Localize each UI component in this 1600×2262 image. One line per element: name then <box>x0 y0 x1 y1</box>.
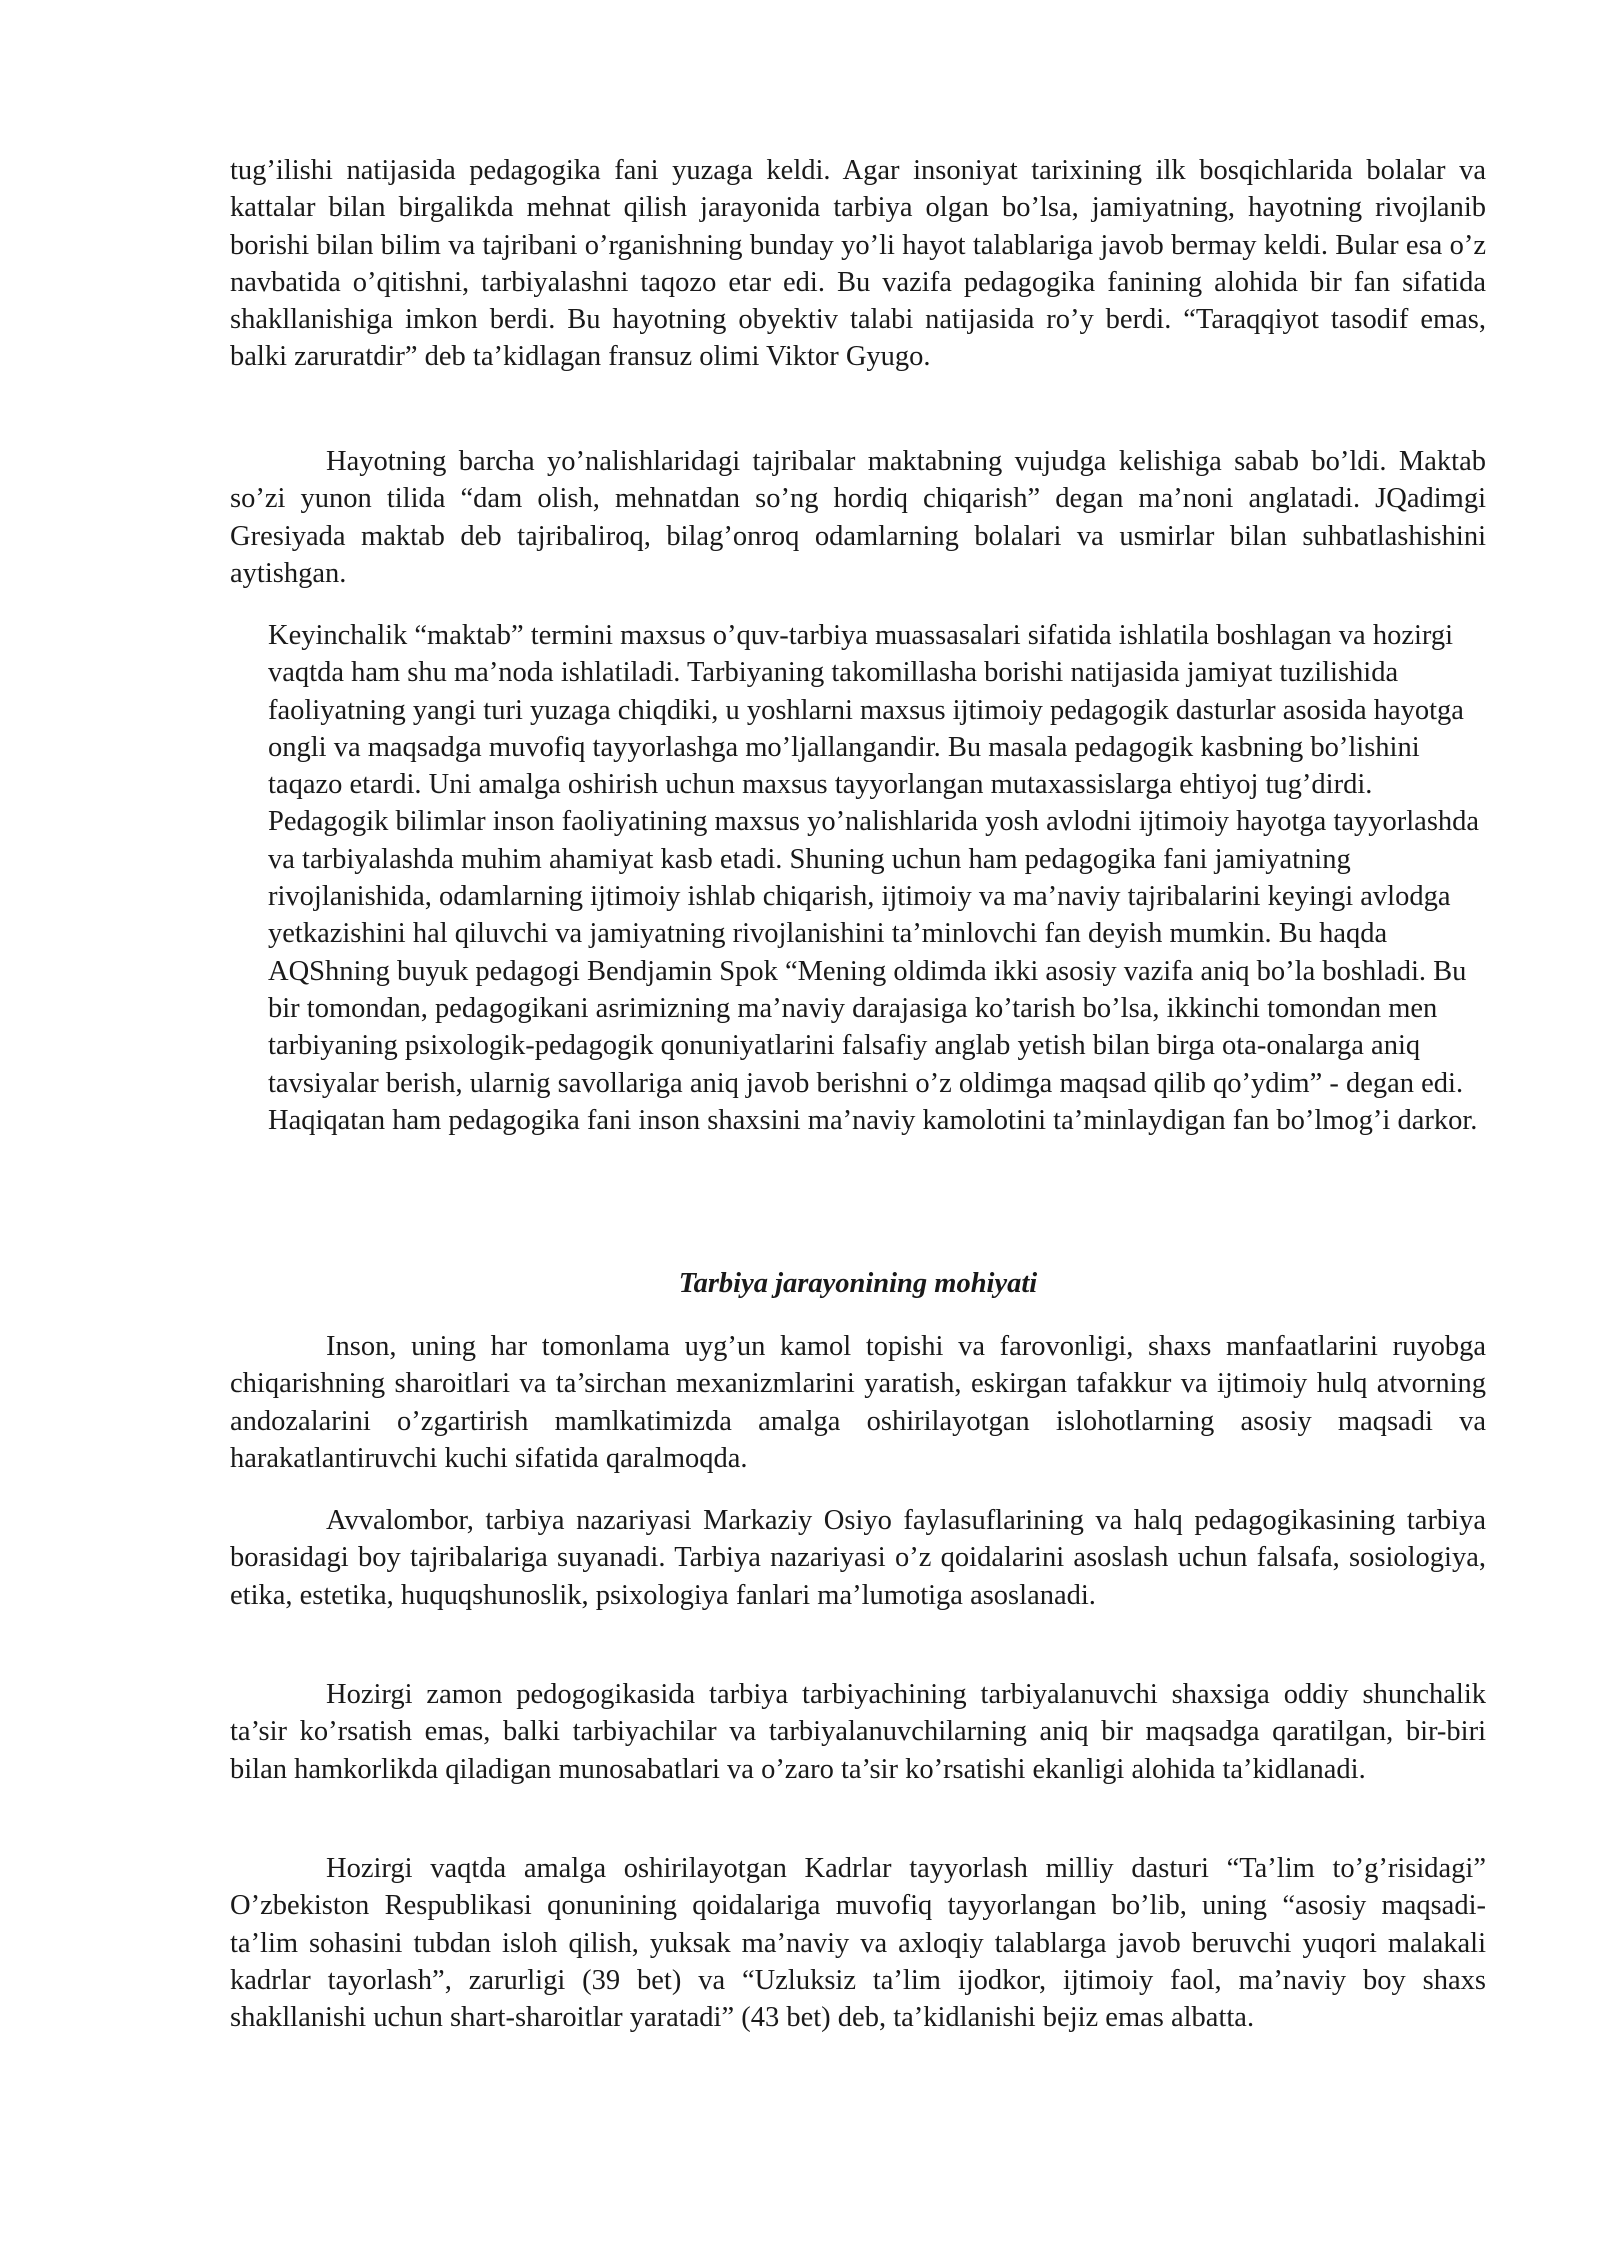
paragraph-pedagogika-origin: tug’ilishi natijasida pedagogika fani yuzaga keldi. Agar insoniyat tarixining ilk bosqichlarida bolalar va kattalar bilan birgalikda mehnat qilish jarayonida tarbiya olgan bo’lsa, jamiyatning, hayotning rivojlanib borishi bilan bilim va tajribani o’rganishning bunday yo’li hayot talablariga javob bermay keldi. Bular esa o’z navbatida o’qitishni, tarbiyalashni taqozo etar edi. Bu vazifa pedagogika fanining alohida bir fan sifatida shakllanishiga imkon berdi. Bu hayotning obyektiv talabi natijasida ro’y berdi. “Taraqqiyot tasodif emas, balki zaruratdir” deb ta’kidlagan fransuz olimi Viktor Gyugo. <box>230 155 1486 373</box>
paragraph-maktab-term: Keyinchalik “maktab” termini maxsus o’quv-tarbiya muassasalari sifatida ishlatila boshlagan va hozirgi vaqtda ham shu ma’noda ishlatiladi. Tarbiyaning takomillasha borishi natijasida jamiyat tuzilishida faoliyatning yangi turi yuzaga chiqdiki, u yoshlarni maxsus ijtimoiy pedagogik dasturlar asosida hayotga ongli va maqsadga muvofiq tayyorlashga mo’ljallangandir. Bu masala pedagogik kasbning bo’lishini taqazo etardi. Uni amalga oshirish uchun maxsus tayyorlangan mutaxassislarga ehtiyoj tug’dirdi. Pedagogik bilimlar inson faoliyatining maxsus yo’nalishlarida yosh avlodni ijtimoiy hayotga tayyorlashda va tarbiyalashda muhim ahamiyat kasb etadi. Shuning uchun ham pedagogika fani jamiyatning rivojlanishida, odamlarning ijtimoiy ishlab chiqarish, ijtimoiy va ma’naviy tajribalarini keyingi avlodga yetkazishini hal qiluvchi va jamiyatning rivojlanishini ta’minlovchi fan deyish mumkin. Bu haqda AQShning buyuk pedagogi Bendjamin Spok “Mening oldimda ikki asosiy vazifa aniq bo’la boshladi. Bu bir tomondan, pedagogikani asrimizning ma’naviy darajasiga ko’tarish bo’lsa, ikkinchi tomondan men tarbiyaning psixologik-pedagogik qonuniyatlarini falsafiy anglab yetish bilan birga ota-onalarga aniq tavsiyalar berish, ularnig savollariga aniq javob berishni o’z oldimga maqsad qilib qo’ydim” - degan edi. Haqiqatan ham pedagogika fani inson shaxsini ma’naviy kamolotini ta’minlaydigan fan bo’lmog’i darkor. <box>268 620 1480 1136</box>
paragraph-tarbiya-nazariyasi: Avvalombor, tarbiya nazariyasi Markaziy Osiyo faylasuflarining va halq pedagogikasining tarbiya borasidagi boy tajribalariga suyanadi. Tarbiya nazariyasi o’z qoidalarini asoslash uchun falsafa, sosiologiya, etika, estetika, huquqshunoslik, psixologiya fanlari ma’lumotiga asoslanadi. <box>230 1505 1486 1611</box>
section-heading: Tarbiya jarayonining mohiyati <box>678 1268 1038 1299</box>
paragraph-hozirgi-zamon: Hozirgi zamon pedogogikasida tarbiya tarbiyachining tarbiyalanuvchi shaxsiga oddiy shunchalik ta’sir ko’rsatish emas, balki tarbiyachilar va tarbiyalanuvchilarning aniq bir maqsadga qaratilgan, bir-biri bilan hamkorlikda qiladigan munosabatlari va o’zaro ta’sir ko’rsatishi ekanligi alohida ta’kidlanadi. <box>230 1679 1486 1785</box>
paragraph-inson-kamol: Inson, uning har tomonlama uyg’un kamol topishi va farovonligi, shaxs manfaatlarini ruyobga chiqarishning sharoitlari va ta’sirchan mexanizmlarini yaratish, eskirgan tafakkur va ijtimoiy hulq atvorning andozalarini o’zgartirish mamlkatimizda amalga oshirilayotgan islohotlarning asosiy maqsadi va harakatlantiruvchi kuchi sifatida qaralmoqda. <box>230 1331 1486 1474</box>
paragraph-maktab-meaning: Hayotning barcha yo’nalishlaridagi tajribalar maktabning vujudga kelishiga sabab bo’ldi. Maktab so’zi yunon tilida “dam olish, mehnatdan so’ng hordiq chiqarish” degan ma’noni anglatadi. JQadimgi Gresiyada maktab deb tajribaliroq, bilag’onroq odamlarning bolalari va usmirlar bilan suhbatlashishini aytishgan. <box>230 446 1486 589</box>
paragraph-kadrlar-dasturi: Hozirgi vaqtda amalga oshirilayotgan Kadrlar tayyorlash milliy dasturi “Ta’lim to’g’risidagi” O’zbekiston Respublikasi qonunining qoidalariga muvofiq tayyorlangan bo’lib, uning “asosiy maqsadi- ta’lim sohasini tubdan isloh qilish, yuksak ma’naviy va axloqiy talablarga javob beruvchi yuqori malakali kadrlar tayorlash”, zarurligi (39 bet) va “Uzluksiz ta’lim ijodkor, ijtimoiy faol, ma’naviy boy shaxs shakllanishi uchun shart-sharoitlar yaratadi” (43 bet) deb, ta’kidlanishi bejiz emas albatta. <box>230 1853 1486 2034</box>
